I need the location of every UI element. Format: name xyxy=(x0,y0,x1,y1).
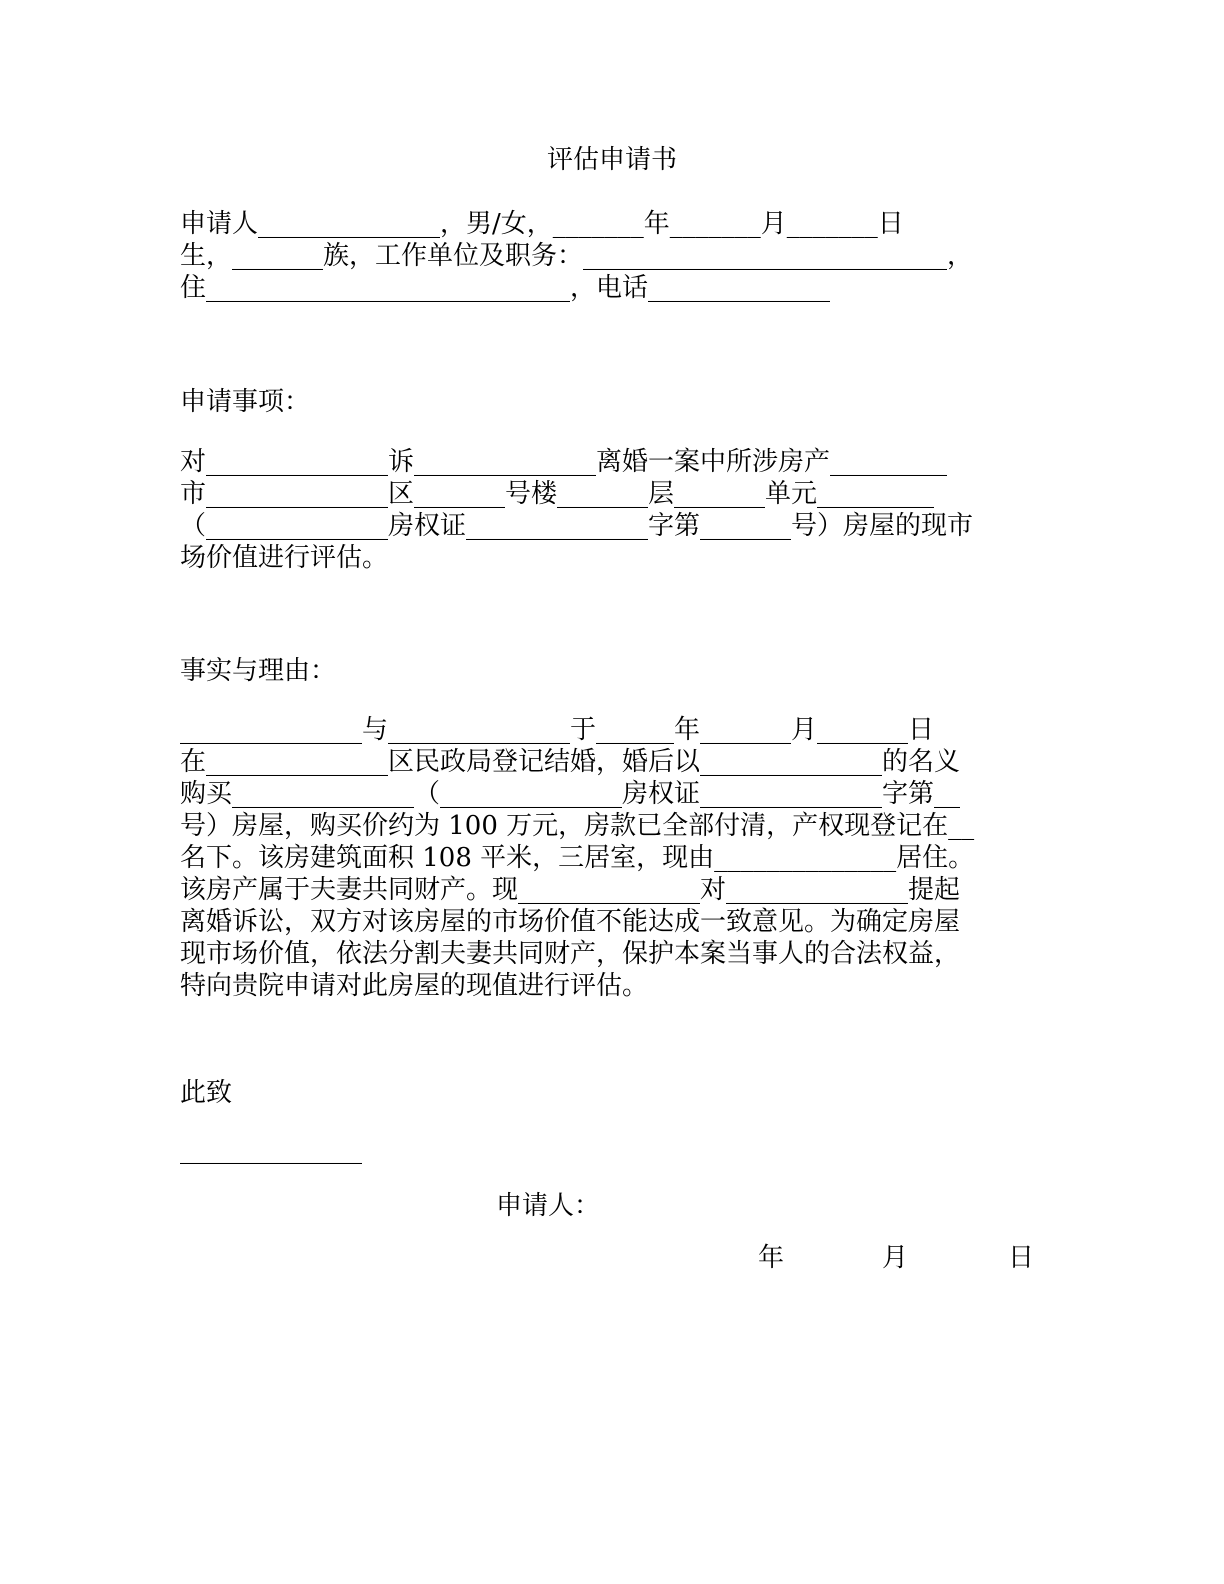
request-heading: 申请事项： xyxy=(180,387,311,417)
closing-text: 此致 xyxy=(180,1078,233,1108)
request-line-1: 对______________诉______________离婚一案中所涉房产_________ xyxy=(180,447,948,477)
facts-line-8: 现市场价值，依法分割夫妻共同财产，保护本案当事人的合法权益， xyxy=(180,939,961,969)
request-line-4: 场价值进行评估。 xyxy=(180,543,389,573)
facts-line-4: 号）房屋，购买价约为 100 万元，房款已全部付清，产权现登记在__ xyxy=(180,811,975,841)
request-line-3: （______________房权证______________字第_______号）房屋的现市 xyxy=(180,511,974,541)
facts-line-3: 购买______________（______________房权证______________字第__ xyxy=(180,779,961,809)
facts-heading: 事实与理由： xyxy=(180,656,337,686)
facts-line-1: ______________与______________于______年_______月_______日 xyxy=(180,715,934,745)
facts-line-7: 离婚诉讼，双方对该房屋的市场价值不能达成一致意见。为确定房屋 xyxy=(180,907,961,937)
date-year-label: 年 xyxy=(758,1243,785,1273)
facts-line-5: 名下。该房建筑面积 108 平米，三居室，现由______________居住。 xyxy=(180,843,975,873)
facts-line-6: 该房产属于夫妻共同财产。现______________对______________提起 xyxy=(180,875,961,905)
facts-line-2: 在______________区民政局登记结婚，婚后以______________的名义 xyxy=(180,747,961,777)
document-title: 评估申请书 xyxy=(546,145,677,175)
applicant-line-2: 生，_______族，工作单位及职务：____________________________， xyxy=(180,241,974,271)
facts-line-9: 特向贵院申请对此房屋的现值进行评估。 xyxy=(180,971,649,1001)
request-line-2: 市______________区_______号楼_______层_______单元_________ xyxy=(180,479,935,509)
date-day-label: 日 xyxy=(1008,1243,1035,1273)
recipient-blank: ______________ xyxy=(180,1135,362,1165)
applicant-line-3: 住____________________________，电话______________ xyxy=(180,273,831,303)
signature-label: 申请人： xyxy=(496,1191,601,1221)
applicant-line-1: 申请人______________，男/女，_______年_______月_______日 xyxy=(180,209,904,239)
date-month-label: 月 xyxy=(882,1243,909,1273)
